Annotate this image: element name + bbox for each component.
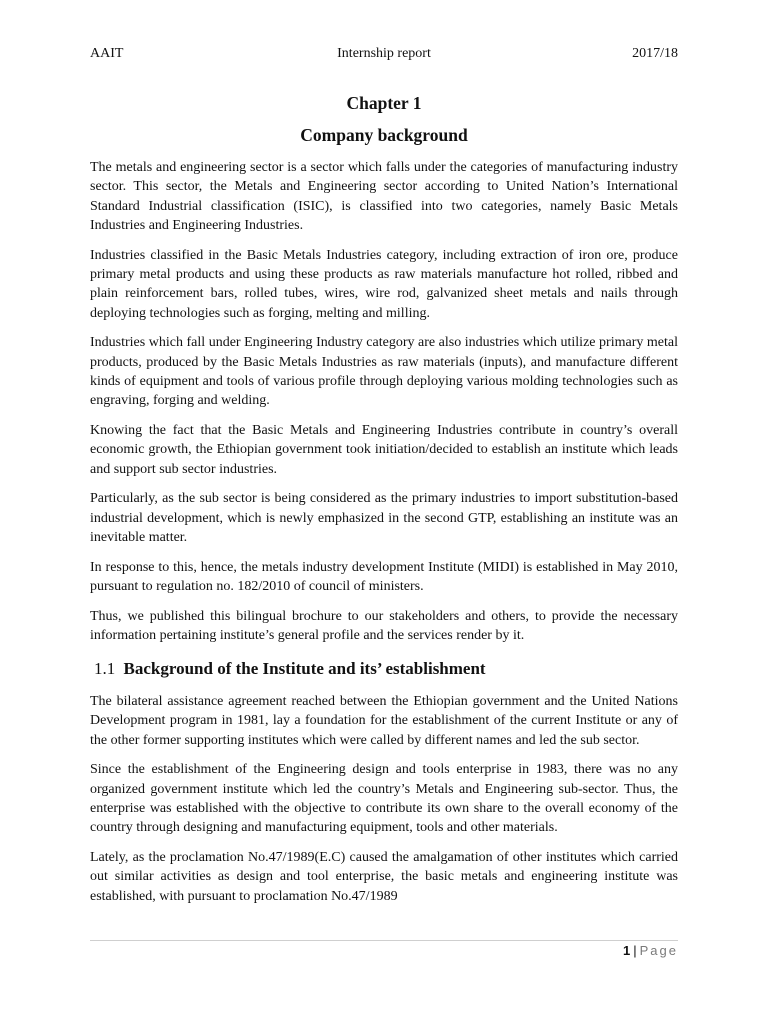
page-header [90, 46, 678, 64]
header-right: 2017/18 [632, 46, 678, 61]
paragraph: Industries classified in the Basic Metals Industries category, including extraction of iron ore, produce primary metal products and using these products as raw materials manufacture hot rolled, ribbed and plain reinforcement bars, rolled tubes, wires, wire rod, galvanized sheet metals and nails through deploying technologies such as forging, melting and milling. [90, 247, 678, 321]
paragraph: The bilateral assistance agreement reached between the Ethiopian government and the United Nations Development program in 1981, lay a foundation for the establishment of the current Institute or any of the other former supporting institutes which were called by different names and led the sub sector. [90, 694, 678, 748]
paragraph: Lately, as the proclamation No.47/1989(E.C) caused the amalgamation of other institutes which carried out similar activities as design and tool enterprise, the basic metals and engineering institute was established, with pursuant to proclamation No.47/1989 [90, 850, 678, 904]
footer-divider [90, 940, 678, 941]
paragraph: Particularly, as the sub sector is being considered as the primary industries to import substitution-based industrial development, which is newly emphasized in the second GTP, establishing an institute was an inevitable matter. [90, 491, 678, 546]
paragraph: The metals and engineering sector is a sector which falls under the categories of manufacturing industry sector. This sector, the Metals and Engineering sector according to United Nation’s International Standard Industrial classification (ISIC), is classified into two categories, namely Basic Metals Industries and Engineering Industries. [90, 160, 678, 233]
paragraph: Industries which fall under Engineering Industry category are also industries which utilize primary metal products, produced by the Basic Metals Industries as raw materials (inputs), and manufacture different kinds of equipment and tools of various profile through deploying various molding technologies such as engraving, forging and welding. [90, 335, 678, 409]
header-center: Internship report [337, 46, 431, 61]
chapter-subtitle: Company background [300, 125, 468, 145]
page-label: Page [639, 943, 678, 958]
section-title: Background of the Institute and its’ establishment [123, 659, 486, 679]
section-number: 1.1 [94, 659, 116, 679]
footer-separator: | [633, 943, 637, 958]
paragraph: Since the establishment of the Engineering design and tools enterprise in 1983, there was no any organized government institute which led the country’s Metals and Engineering sub-sector. Thus, the enterprise was established with the objective to contribute its own share to the overall economy of the country through designing and manufacturing equipment, tools and other materials. [90, 762, 678, 836]
body-text [90, 158, 678, 917]
chapter-title: Chapter 1 [346, 93, 422, 113]
section-heading [94, 656, 678, 682]
paragraph: In response to this, hence, the metals industry development Institute (MIDI) is established in May 2010, pursuant to regulation no. 182/2010 of council of ministers. [90, 559, 678, 595]
header-left: AAIT [90, 46, 124, 61]
page-number: 1 [623, 943, 631, 958]
page-footer [623, 943, 678, 958]
paragraph: Thus, we published this bilingual brochure to our stakeholders and others, to provide the necessary information pertaining institute’s general profile and the services render by it. [90, 608, 678, 644]
paragraph: Knowing the fact that the Basic Metals and Engineering Industries contribute in country’s overall economic growth, the Ethiopian government took initiation/decided to establish an institute which leads and support sub sector industries. [90, 423, 678, 477]
